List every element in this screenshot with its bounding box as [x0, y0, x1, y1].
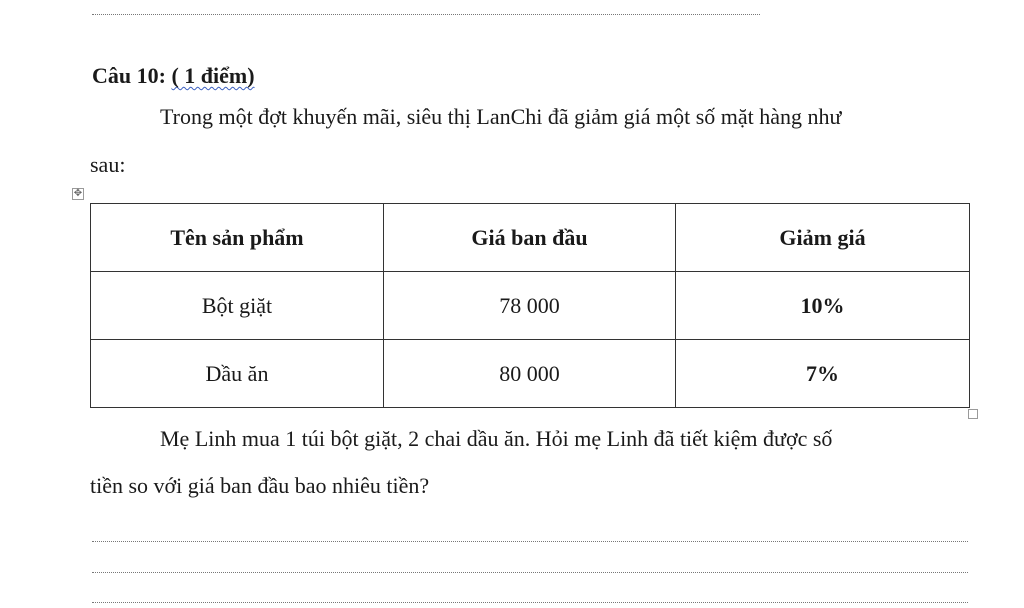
table-row	[91, 272, 970, 340]
cell-original-price: 78 000	[384, 272, 676, 340]
header-original-price: Giá ban đầu	[384, 204, 676, 272]
cell-discount: 10%	[676, 272, 970, 340]
header-product: Tên sản phẩm	[91, 204, 384, 272]
intro-line-1: Trong một đợt khuyến mãi, siêu thị LanChi đã giảm giá một số mặt hàng như	[160, 104, 842, 129]
question-score: ( 1 điểm)	[171, 63, 255, 88]
answer-line-top	[92, 14, 760, 15]
table-header-row	[91, 204, 970, 272]
intro-line-2: sau:	[90, 152, 126, 177]
question-heading	[92, 62, 255, 90]
problem-line-2: tiền so với giá ban đầu bao nhiêu tiền?	[90, 473, 430, 498]
cell-product: Dầu ăn	[91, 340, 384, 408]
answer-line	[92, 602, 968, 603]
cell-discount: 7%	[676, 340, 970, 408]
table-move-icon[interactable]: ✥	[73, 188, 83, 199]
answer-line	[92, 541, 968, 542]
price-table	[90, 203, 970, 408]
table-row	[91, 340, 970, 408]
cell-product: Bột giặt	[91, 272, 384, 340]
answer-line	[92, 572, 968, 573]
problem-line-1: Mẹ Linh mua 1 túi bột giặt, 2 chai dầu ăn. Hỏi mẹ Linh đã tiết kiệm được số	[160, 426, 833, 451]
cell-original-price: 80 000	[384, 340, 676, 408]
header-discount: Giảm giá	[676, 204, 970, 272]
table-resize-icon[interactable]	[968, 409, 978, 419]
question-label: Câu 10:	[92, 63, 166, 88]
